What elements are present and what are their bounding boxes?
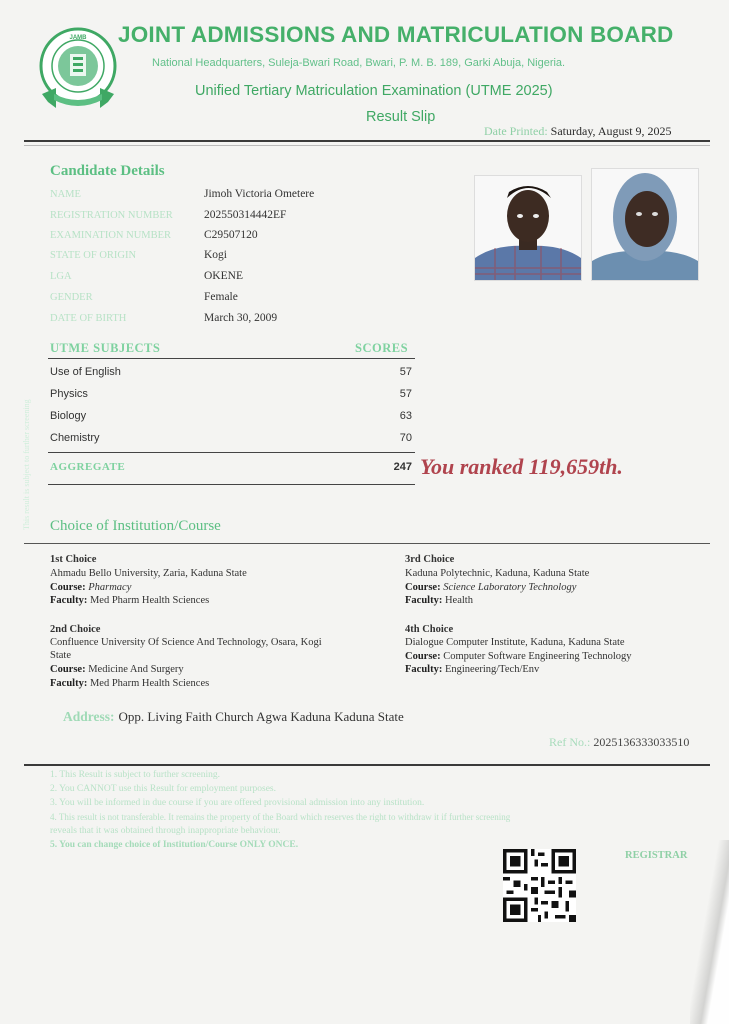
guardian-photo <box>591 168 699 281</box>
board-address: National Headquarters, Suleja-Bwari Road, Bwari, P. M. B. 189, Garki Abuja, Nigeria. <box>152 57 566 69</box>
choice-section-title: Choice of Institution/Course <box>50 518 221 534</box>
address-line <box>63 708 404 726</box>
choice-1-course <box>50 582 131 593</box>
choice-2-course <box>50 664 184 675</box>
subject-score: 57 <box>399 366 412 378</box>
course-value: Science Laboratory Technology <box>443 582 577 593</box>
faculty-label: Faculty: <box>50 678 88 689</box>
course-label: Course: <box>50 664 86 675</box>
subject-name: Biology <box>50 410 87 422</box>
choice-4-faculty <box>405 664 539 675</box>
reference-line <box>549 735 689 750</box>
note-2: 2. You CANNOT use this Result for employment purposes. <box>50 784 276 794</box>
candidate-photo <box>474 175 582 281</box>
subject-name: Physics <box>50 388 88 400</box>
header-divider <box>24 140 710 142</box>
date-label: Date Printed: <box>484 124 548 138</box>
note-5: 5. You can change choice of Institution/Course ONLY ONCE. <box>50 840 299 850</box>
choice-4-course <box>405 651 632 662</box>
course-value: Computer Software Engineering Technology <box>443 651 632 662</box>
gender-label: GENDER <box>50 292 93 303</box>
aggregate-label: AGGREGATE <box>50 461 126 473</box>
registration-number-label: REGISTRATION NUMBER <box>50 210 173 221</box>
choice-3-institution: Kaduna Polytechnic, Kaduna, Kaduna State <box>405 568 590 579</box>
result-slip-title: Result Slip <box>366 109 436 125</box>
note-3: 3. You will be informed in due course if you are offered provisional admission into any institution. <box>50 798 425 808</box>
choice-3-course <box>405 582 576 593</box>
subject-score: 70 <box>399 432 412 444</box>
page-edge-shadow <box>690 840 729 1024</box>
aggregate-value: 247 <box>393 461 412 473</box>
subject-name: Use of English <box>50 366 121 378</box>
reference-value: 2025136333033510 <box>593 735 690 749</box>
subject-score: 63 <box>399 410 412 422</box>
choice-1-heading: 1st Choice <box>50 554 97 565</box>
state-of-origin-label: STATE OF ORIGIN <box>50 250 137 261</box>
exam-title: Unified Tertiary Matriculation Examination (UTME 2025) <box>195 83 553 99</box>
subjects-header-rule <box>48 358 415 359</box>
choice-4-heading: 4th Choice <box>405 624 454 635</box>
subjects-header: UTME SUBJECTS <box>50 341 161 355</box>
name-label: NAME <box>50 189 81 200</box>
side-watermark: This result is subject to further screening <box>22 399 31 530</box>
svg-text:JAMB: JAMB <box>69 35 87 41</box>
address-label: Address: <box>63 709 115 724</box>
faculty-label: Faculty: <box>405 664 443 675</box>
choice-1-faculty <box>50 595 209 606</box>
date-value: Saturday, August 9, 2025 <box>550 124 672 138</box>
footer-divider <box>24 764 710 766</box>
note-1: 1. This Result is subject to further screening. <box>50 770 221 780</box>
choice-2-faculty <box>50 678 209 689</box>
choice-2-institution: Confluence University Of Science And Technology, Osara, Kogi <box>50 637 322 648</box>
aggregate-top-rule <box>48 452 415 453</box>
choice-2-heading: 2nd Choice <box>50 624 101 635</box>
note-4-cont: reveals that it was obtained through inappropriate behaviour. <box>50 826 281 836</box>
choice-divider <box>24 543 710 544</box>
lga-label: LGA <box>50 271 72 282</box>
faculty-value: Med Pharm Health Sciences <box>89 678 210 689</box>
name-value: Jimoh Victoria Ometere <box>204 188 315 200</box>
choice-3-faculty <box>405 595 473 606</box>
scores-header: SCORES <box>355 341 409 355</box>
board-title: JOINT ADMISSIONS AND MATRICULATION BOARD <box>118 22 674 47</box>
header-divider-thin <box>24 145 710 146</box>
choice-3-heading: 3rd Choice <box>405 554 455 565</box>
choice-2-institution-cont: State <box>50 650 71 661</box>
date-of-birth-label: DATE OF BIRTH <box>50 313 127 324</box>
date-printed <box>484 124 672 139</box>
reference-label: Ref No.: <box>549 735 591 749</box>
choice-4-institution: Dialogue Computer Institute, Kaduna, Kaduna State <box>405 637 625 648</box>
faculty-value: Med Pharm Health Sciences <box>89 595 210 606</box>
registrar-label: REGISTRAR <box>625 850 688 861</box>
jamb-logo <box>36 24 124 116</box>
rank-text: You ranked 119,659th. <box>420 454 623 479</box>
faculty-value: Engineering/Tech/Env <box>444 664 540 675</box>
choice-1-institution: Ahmadu Bello University, Zaria, Kaduna State <box>50 568 247 579</box>
course-value: Pharmacy <box>88 582 132 593</box>
faculty-value: Health <box>444 595 473 606</box>
examination-number-value: C29507120 <box>204 229 258 241</box>
registration-number-value: 202550314442EF <box>204 209 287 221</box>
state-of-origin-value: Kogi <box>204 249 227 261</box>
address-value: Opp. Living Faith Church Agwa Kaduna Kaduna State <box>118 709 404 724</box>
course-label: Course: <box>405 651 441 662</box>
candidate-details-title: Candidate Details <box>50 163 165 179</box>
course-value: Medicine And Surgery <box>88 664 184 675</box>
course-label: Course: <box>50 582 86 593</box>
faculty-label: Faculty: <box>50 595 88 606</box>
examination-number-label: EXAMINATION NUMBER <box>50 230 172 241</box>
subject-name: Chemistry <box>50 432 100 444</box>
course-label: Course: <box>405 582 441 593</box>
lga-value: OKENE <box>204 270 243 282</box>
subject-score: 57 <box>399 388 412 400</box>
qr-code <box>503 849 576 922</box>
faculty-label: Faculty: <box>405 595 443 606</box>
aggregate-bottom-rule <box>48 484 415 485</box>
gender-value: Female <box>204 291 238 303</box>
note-4: 4. This result is not transferable. It remains the property of the Board which reserves the right to withdraw it if further screening <box>50 812 511 822</box>
date-of-birth-value: March 30, 2009 <box>204 312 278 324</box>
